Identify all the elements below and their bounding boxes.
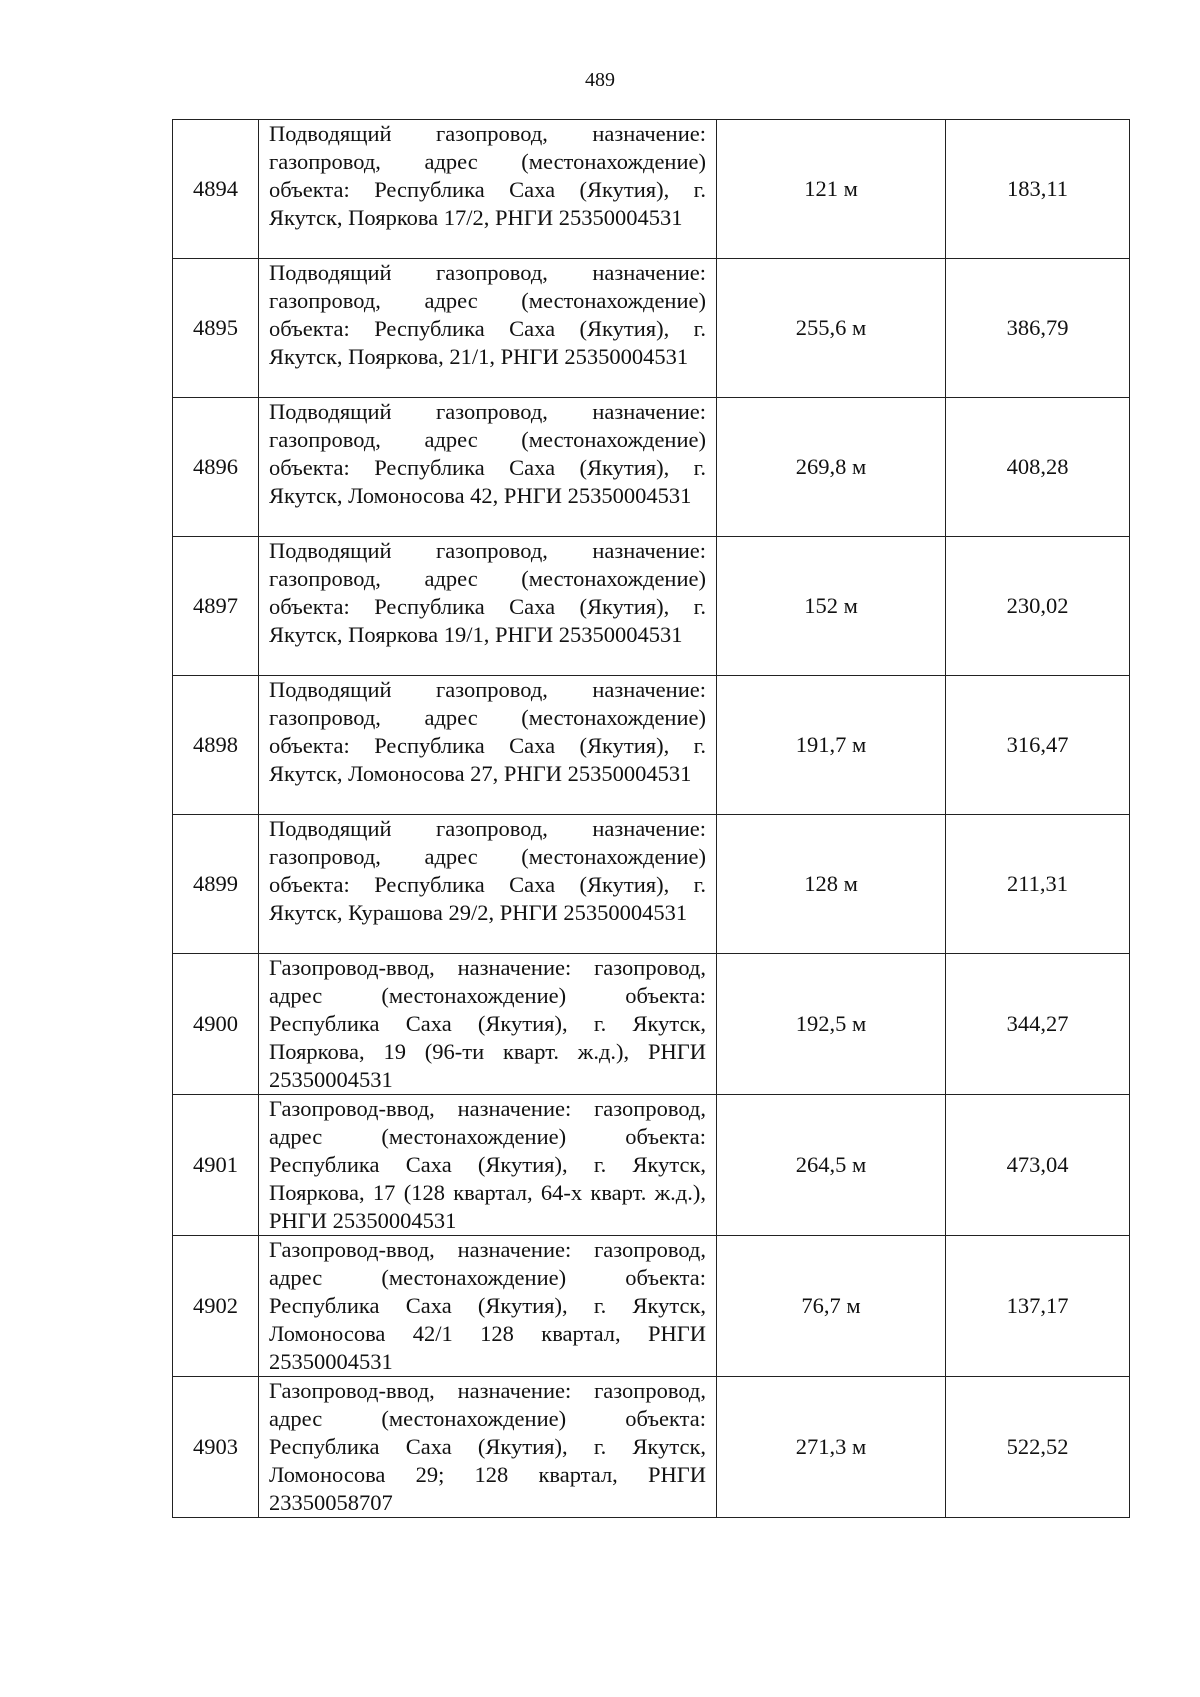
row-number-cell: 4899: [173, 815, 259, 954]
length-cell: 121 м: [717, 120, 946, 259]
object-description-text: Подводящий газопровод, назначение: газопровод, адрес (местонахождение) объекта: Республика Саха (Якутия), г. Якутск, Пояркова, 21/1, РНГИ 25350004531: [269, 260, 706, 369]
row-number-cell: 4898: [173, 676, 259, 815]
value-cell: 408,28: [946, 398, 1130, 537]
object-description-cell: [259, 1236, 717, 1377]
object-description-cell: [259, 259, 717, 398]
row-number-cell: 4903: [173, 1377, 259, 1518]
table-row: [173, 954, 1130, 1095]
object-description-cell: [259, 815, 717, 954]
object-description-cell: [259, 676, 717, 815]
length-cell: 269,8 м: [717, 398, 946, 537]
length-cell: 76,7 м: [717, 1236, 946, 1377]
table-row: [173, 1236, 1130, 1377]
length-cell: 255,6 м: [717, 259, 946, 398]
row-number-cell: 4900: [173, 954, 259, 1095]
value-cell: 137,17: [946, 1236, 1130, 1377]
row-number-cell: 4896: [173, 398, 259, 537]
page-number: 489: [585, 69, 615, 91]
value-cell: 522,52: [946, 1377, 1130, 1518]
length-cell: 128 м: [717, 815, 946, 954]
length-cell: 152 м: [717, 537, 946, 676]
table-row: [173, 259, 1130, 398]
object-description-text: Подводящий газопровод, назначение: газопровод, адрес (местонахождение) объекта: Республика Саха (Якутия), г. Якутск, Ломоносова 27, РНГИ 25350004531: [269, 677, 706, 786]
table-row: [173, 1095, 1130, 1236]
row-number-cell: 4894: [173, 120, 259, 259]
register-table-body: [173, 120, 1130, 1518]
table-row: [173, 398, 1130, 537]
row-number-cell: 4897: [173, 537, 259, 676]
row-number-cell: 4901: [173, 1095, 259, 1236]
object-description-text: Газопровод-ввод, назначение: газопровод, адрес (местонахождение) объекта: Республика Саха (Якутия), г. Якутск, Ломоносова 42/1 128 квартал, РНГИ 25350004531: [269, 1237, 706, 1374]
object-description-cell: [259, 1377, 717, 1518]
object-description-text: Подводящий газопровод, назначение: газопровод, адрес (местонахождение) объекта: Республика Саха (Якутия), г. Якутск, Курашова 29/2, РНГИ 25350004531: [269, 816, 706, 925]
table-row: [173, 537, 1130, 676]
table-row: [173, 815, 1130, 954]
length-cell: 271,3 м: [717, 1377, 946, 1518]
length-cell: 191,7 м: [717, 676, 946, 815]
object-description-text: Подводящий газопровод, назначение: газопровод, адрес (местонахождение) объекта: Республика Саха (Якутия), г. Якутск, Пояркова 19/1, РНГИ 25350004531: [269, 538, 706, 647]
row-number-cell: 4902: [173, 1236, 259, 1377]
table-row: [173, 1377, 1130, 1518]
object-description-text: Подводящий газопровод, назначение: газопровод, адрес (местонахождение) объекта: Республика Саха (Якутия), г. Якутск, Пояркова 17/2, РНГИ 25350004531: [269, 121, 706, 230]
object-description-cell: [259, 120, 717, 259]
value-cell: 183,11: [946, 120, 1130, 259]
value-cell: 473,04: [946, 1095, 1130, 1236]
value-cell: 344,27: [946, 954, 1130, 1095]
table-row: [173, 120, 1130, 259]
object-description-cell: [259, 1095, 717, 1236]
object-description-cell: [259, 954, 717, 1095]
value-cell: 211,31: [946, 815, 1130, 954]
object-description-text: Газопровод-ввод, назначение: газопровод, адрес (местонахождение) объекта: Республика Саха (Якутия), г. Якутск, Пояркова, 17 (128 квартал, 64-х кварт. ж.д.), РНГИ 25350004531: [269, 1096, 706, 1233]
length-cell: 264,5 м: [717, 1095, 946, 1236]
object-description-cell: [259, 537, 717, 676]
value-cell: 230,02: [946, 537, 1130, 676]
length-cell: 192,5 м: [717, 954, 946, 1095]
object-description-text: Подводящий газопровод, назначение: газопровод, адрес (местонахождение) объекта: Республика Саха (Якутия), г. Якутск, Ломоносова 42, РНГИ 25350004531: [269, 399, 706, 508]
object-description-text: Газопровод-ввод, назначение: газопровод, адрес (местонахождение) объекта: Республика Саха (Якутия), г. Якутск, Ломоносова 29; 128 квартал, РНГИ 23350058707: [269, 1378, 706, 1515]
table-row: [173, 676, 1130, 815]
value-cell: 316,47: [946, 676, 1130, 815]
object-description-cell: [259, 398, 717, 537]
property-register-table: [172, 119, 1130, 1518]
object-description-text: Газопровод-ввод, назначение: газопровод, адрес (местонахождение) объекта: Республика Саха (Якутия), г. Якутск, Пояркова, 19 (96-ти кварт. ж.д.), РНГИ 25350004531: [269, 955, 706, 1092]
row-number-cell: 4895: [173, 259, 259, 398]
value-cell: 386,79: [946, 259, 1130, 398]
